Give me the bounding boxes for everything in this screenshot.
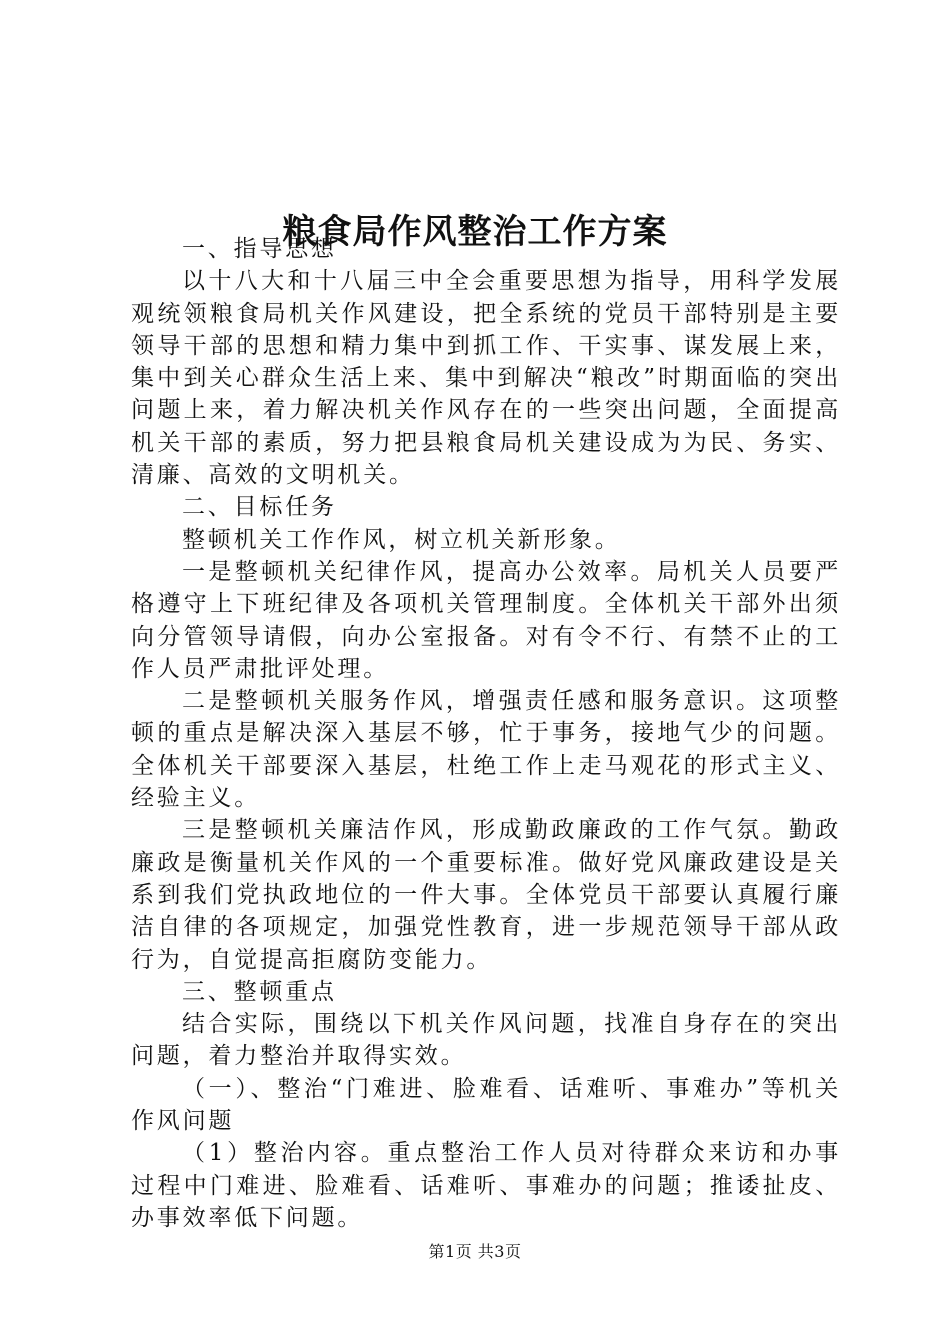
document-title: 粮食局作风整治工作方案 [282, 211, 668, 252]
paragraph-key-points-intro: 结合实际，围绕以下机关作风问题，找准自身存在的突出问题，着力整治并取得实效。 [131, 1011, 841, 1070]
section-heading-key-points: 三、整顿重点 [182, 978, 337, 1005]
paragraph-goals-summary: 整顿机关工作作风，树立机关新形象。 [182, 526, 621, 553]
paragraph-rectification-content: （1）整治内容。重点整治工作人员对待群众来访和办事过程中门难进、脸难看、话难听、事难办的问题；推诿扯皮、办事效率低下问题。 [131, 1140, 841, 1231]
paragraph-guiding-thought: 以十八大和十八届三中全会重要思想为指导，用科学发展观统领粮食局机关作风建设，把全系统的党员干部特别是主要领导干部的思想和精力集中到抓工作、干实事、谋发展上来，集中到关心群众生活上来、集中到解决“粮改”时期面临的突出问题上来，着力解决机关作风存在的一些突出问题，全面提高机关干部的素质，努力把县粮食局机关建设成为为民、务实、清廉、高效的文明机关。 [131, 268, 841, 489]
paragraph-goal-service: 二是整顿机关服务作风，增强责任感和服务意识。这项整顿的重点是解决深入基层不够，忙于事务，接地气少的问题。全体机关干部要深入基层，杜绝工作上走马观花的形式主义、经验主义。 [131, 688, 841, 812]
section-heading-goals: 二、目标任务 [182, 494, 337, 521]
paragraph-goal-discipline: 一是整顿机关纪律作风，提高办公效率。局机关人员要严格遵守上下班纪律及各项机关管理制度。全体机关干部外出须向分管领导请假，向办公室报备。对有令不行、有禁不止的工作人员严肃批评处理。 [131, 558, 841, 682]
page-number-footer: 第1页 共3页 [428, 1242, 522, 1261]
document-body [131, 233, 841, 1234]
paragraph-goal-integrity: 三是整顿机关廉洁作风，形成勤政廉政的工作气氛。勤政廉政是衡量机关作风的一个重要标准。做好党风廉政建设是关系到我们党执政地位的一件大事。全体党员干部要认真履行廉洁自律的各项规定，加强党性教育，进一步规范领导干部从政行为，自觉提高拒腐防变能力。 [131, 817, 841, 973]
section-heading-guiding-thought: 一、指导思想 [182, 236, 337, 262]
subsection-heading-one: （一）、整治“门难进、脸难看、话难听、事难办”等机关作风问题 [131, 1075, 841, 1135]
